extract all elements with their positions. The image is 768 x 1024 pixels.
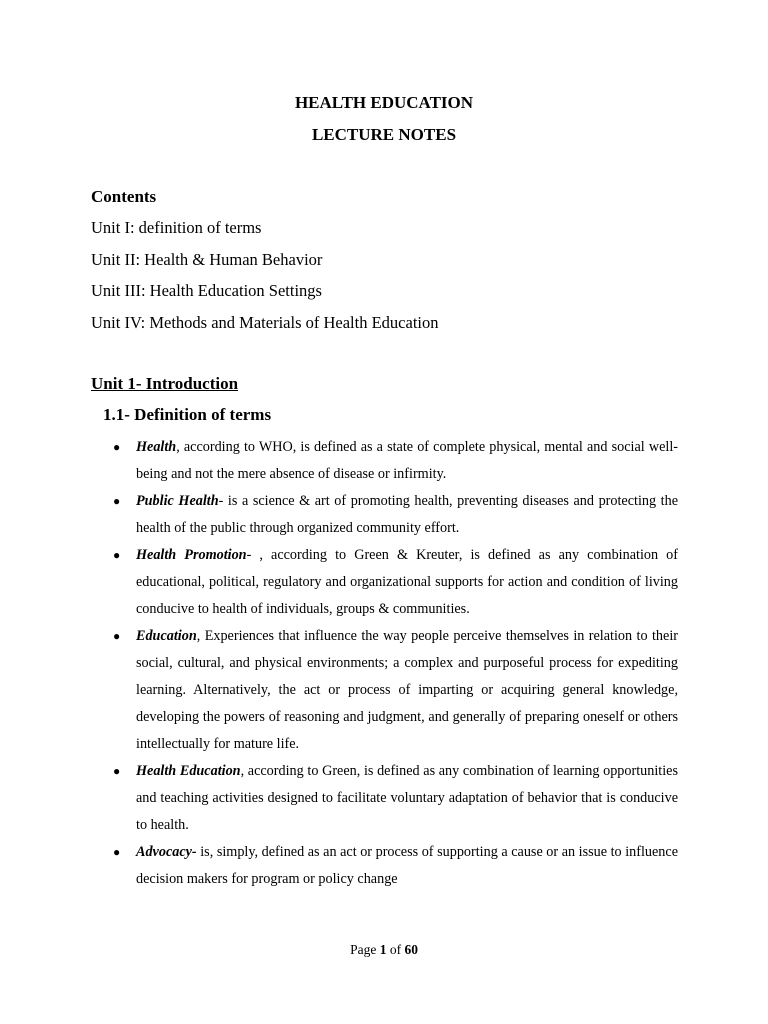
document-subtitle: LECTURE NOTES xyxy=(311,125,457,144)
bullet-icon: ● xyxy=(113,440,121,454)
bullet-icon: ● xyxy=(113,629,121,643)
contents-item: Unit II: Health & Human Behavior xyxy=(91,249,323,269)
definition-item xyxy=(113,434,678,488)
bullet-icon: ● xyxy=(113,764,121,778)
bullet-icon: ● xyxy=(113,494,121,508)
page-total: 60 xyxy=(404,942,418,957)
definition-item xyxy=(113,623,678,758)
definition-term: Health Education xyxy=(136,763,241,779)
definition-text: - , according to Green & Kreuter, is defined as any combination of educational, political, regulatory and organizational supports for action and condition of living conducive to health of individuals, groups & communities. xyxy=(136,547,678,617)
definition-item xyxy=(113,839,678,893)
contents-item: Unit IV: Methods and Materials of Health Education xyxy=(91,312,439,332)
definition-text: - is a science & art of promoting health, preventing diseases and protecting the health of the public through organized community effort. xyxy=(136,493,678,536)
page-number: 1 xyxy=(379,942,387,957)
definition-text: , according to WHO, is defined as a state of complete physical, mental and social well-being and not the mere absence of disease or infirmity. xyxy=(136,439,678,482)
contents-item: Unit I: definition of terms xyxy=(91,218,262,237)
definition-text: , Experiences that influence the way people perceive themselves in relation to their social, cultural, and physical environments; a complex and purposeful process for expediting learning. Alternatively, the act or process of imparting or acquiring general knowledge, developing the powers of reasoning and judgment, and generally of preparing oneself or others intellectually for mature life. xyxy=(136,628,678,752)
definition-item xyxy=(113,542,678,623)
definition-term: Advocacy- xyxy=(136,844,197,860)
page-footer xyxy=(0,942,768,958)
contents-heading: Contents xyxy=(91,187,157,206)
definition-text: is, simply, defined as an act or process of supporting a cause or an issue to influence decision makers for program or policy change xyxy=(136,844,678,887)
section-heading: 1.1- Definition of terms xyxy=(103,405,272,424)
unit-heading: Unit 1- Introduction xyxy=(91,374,239,393)
definition-term: Public Health xyxy=(136,493,219,509)
contents-item: Unit III: Health Education Settings xyxy=(91,281,322,300)
of-label: of xyxy=(389,942,402,957)
document-title: HEALTH EDUCATION xyxy=(294,93,474,112)
definition-term: Education xyxy=(136,628,197,644)
definition-term: Health xyxy=(136,439,177,455)
definitions-list xyxy=(113,434,678,893)
contents-list xyxy=(91,218,438,344)
bullet-icon: ● xyxy=(113,548,121,562)
page-label: Page xyxy=(350,942,377,957)
definition-term: Health Promotion xyxy=(136,547,247,563)
definition-item xyxy=(113,758,678,839)
definition-text: , according to Green, is defined as any combination of learning opportunities and teaching activities designed to facilitate voluntary adaptation of behavior that is conducive to health. xyxy=(136,763,678,833)
definition-item xyxy=(113,488,678,542)
bullet-icon: ● xyxy=(113,845,121,859)
